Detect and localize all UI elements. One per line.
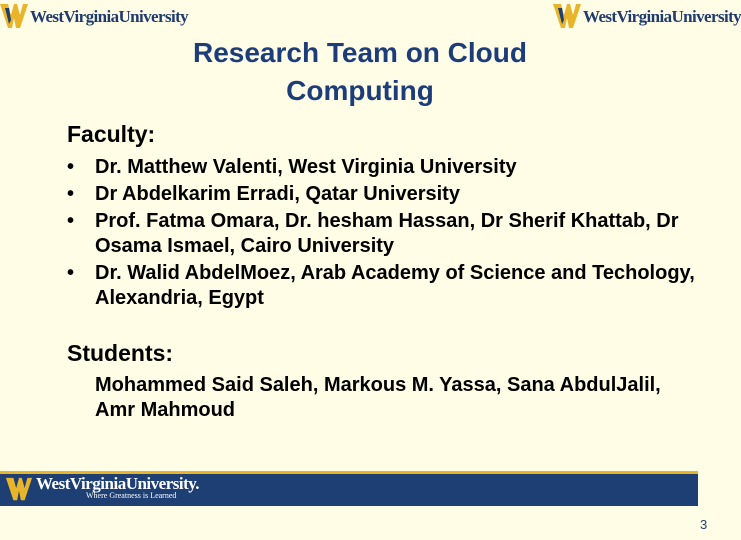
bullet: • [67, 210, 75, 232]
bullet: • [67, 183, 75, 205]
wvu-logo-left-text: WestVirginiaUniversity [30, 7, 189, 26]
list-item [67, 261, 707, 311]
wv-flying-wv-icon [0, 2, 28, 32]
faculty-list [67, 153, 707, 313]
faculty-item-text: Dr. Matthew Valenti, West Virginia University [95, 156, 517, 178]
wvu-logo-left [0, 2, 188, 32]
wv-flying-wv-icon [2, 476, 36, 504]
slide-title: Research Team on Cloud Computing [192, 37, 527, 106]
faculty-item-text: Dr. Walid AbdelMoez, Arab Academy of Science and Techology, Alexandria, Egypt [95, 262, 695, 309]
list-item [67, 209, 707, 259]
list-item [67, 155, 707, 180]
students-heading: Students: [67, 340, 174, 366]
footer-tagline: Where Greatness is Learned [86, 491, 177, 500]
faculty-item-text: Dr Abdelkarim Erradi, Qatar University [95, 183, 460, 205]
page-number: 3 [700, 517, 708, 532]
students-text: Mohammed Said Saleh, Markous M. Yassa, Sana AbdulJalil, Amr Mahmoud [95, 374, 661, 421]
footer-logo [36, 474, 200, 502]
wv-flying-wv-icon [553, 2, 581, 32]
wvu-logo-right-text: WestVirginiaUniversity [583, 7, 741, 26]
bullet: • [67, 262, 75, 284]
footer-bar [0, 471, 698, 506]
list-item [67, 182, 707, 207]
footer-university-name: WestVirginiaUniversity. [36, 474, 200, 493]
faculty-heading: Faculty: [67, 121, 156, 147]
bullet: • [67, 156, 75, 178]
faculty-item-text: Prof. Fatma Omara, Dr. hesham Hassan, Dr Sherif Khattab, Dr Osama Ismael, Cairo University [95, 210, 679, 257]
wvu-logo-right [553, 2, 741, 32]
